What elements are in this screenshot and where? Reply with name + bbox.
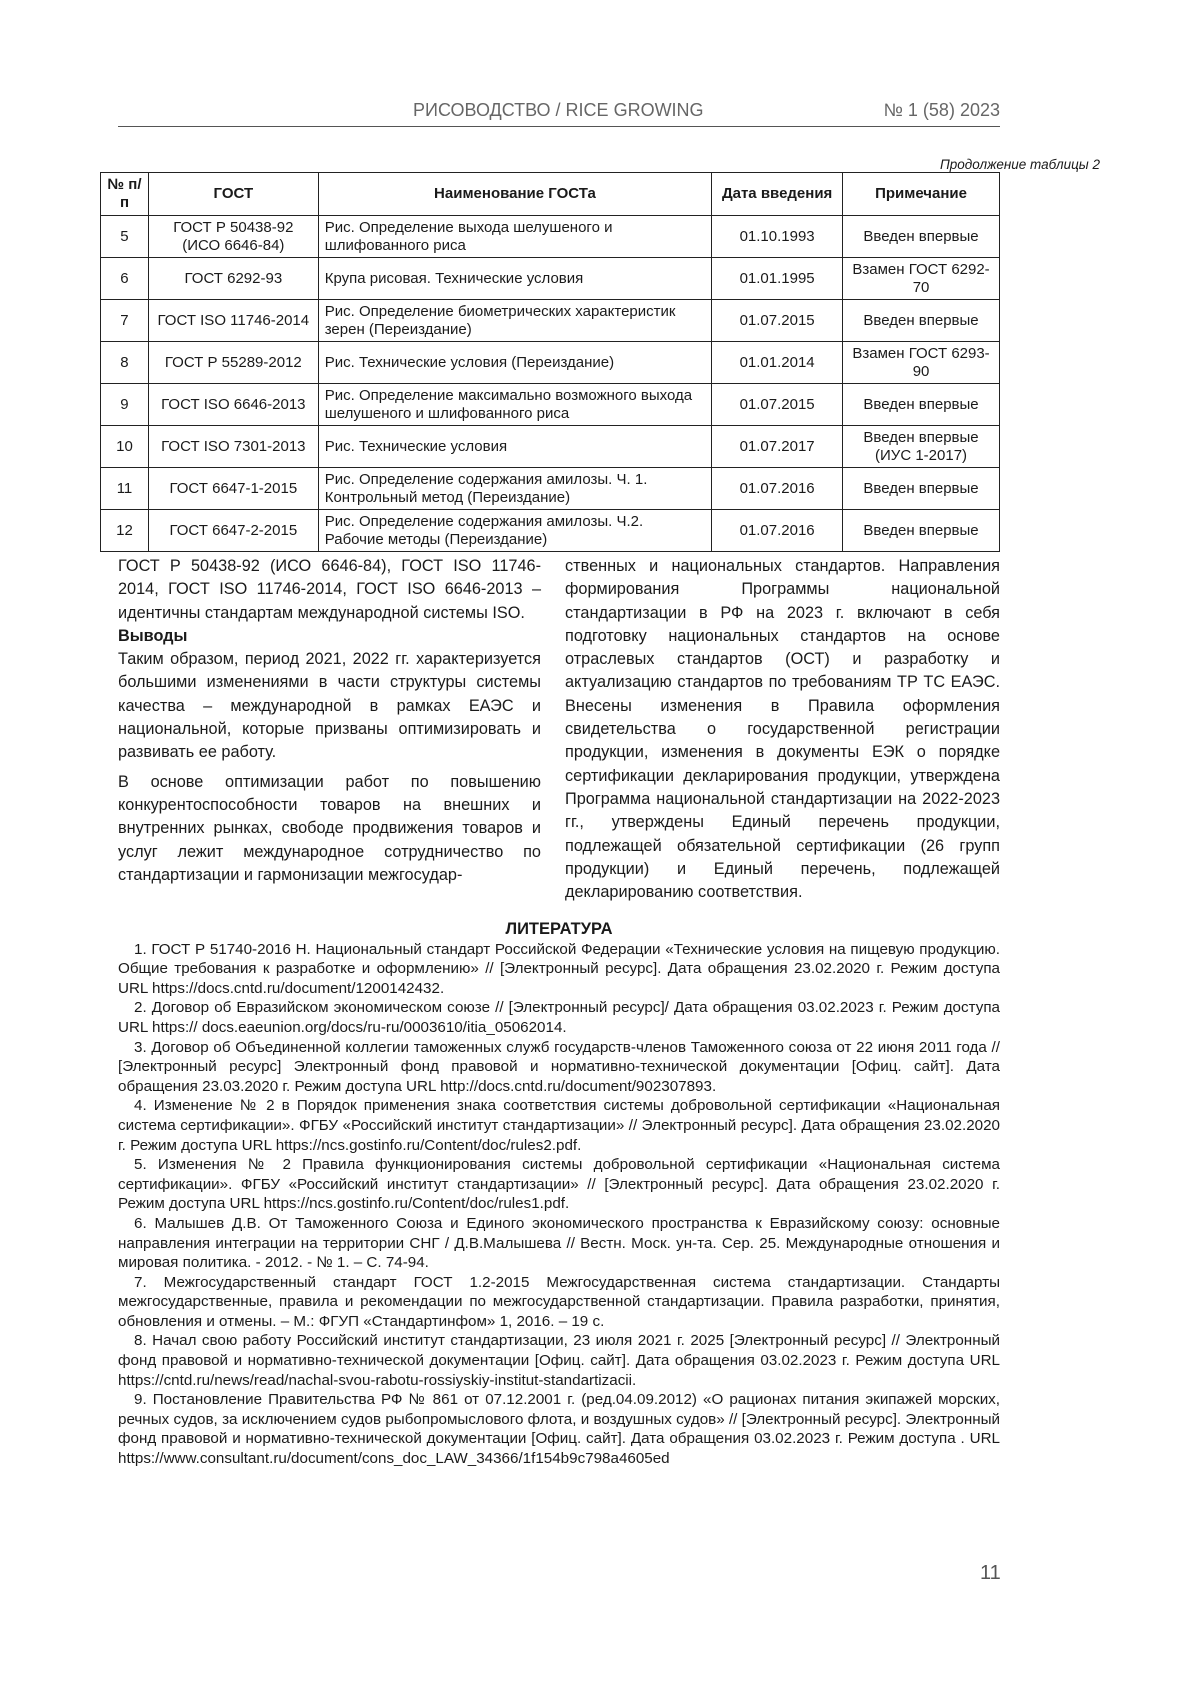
table-cell: 11 bbox=[101, 468, 149, 510]
reference-item: 5. Изменения № 2 Правила функционирования системы добровольной сертификации «Национальная система сертификации». ФГБУ «Российский институт стандартизации» // [Электронный ресурс]. Дата обращения 23.02.2020 г. Режим доступа URL https://ncs.gostinfo.ru/Content/doc/rules1.pdf. bbox=[118, 1155, 1000, 1214]
table-cell: Введен впервые bbox=[843, 468, 1000, 510]
table-cell: Введен впервые (ИУС 1-2017) bbox=[843, 426, 1000, 468]
reference-item: 2. Договор об Евразийском экономическом союзе // [Электронный ресурс]/ Дата обращения 03.02.2023 г. Режим доступа URL https:// docs.eaeunion.org/docs/ru-ru/0003610/itia_05062014. bbox=[118, 998, 1000, 1037]
table-cell: 01.07.2016 bbox=[712, 510, 843, 552]
left-column bbox=[118, 555, 541, 887]
journal-title: РИСОВОДСТВО / RICE GROWING bbox=[413, 100, 704, 121]
table-cell: 01.10.1993 bbox=[712, 216, 843, 258]
reference-item: 1. ГОСТ Р 51740-2016 Н. Национальный стандарт Российской Федерации «Технические условия на пищевую продукцию. Общие требования к разработке и оформлению» // [Электронный ресурс]. Дата обращения 23.02.2020 г. Режим доступа URL https://docs.cntd.ru/document/1200142432. bbox=[118, 940, 1000, 999]
column-header: Примечание bbox=[843, 173, 1000, 216]
gost-table bbox=[100, 172, 1000, 552]
table-cell: ГОСТ ISO 6646-2013 bbox=[148, 384, 318, 426]
references-section bbox=[118, 920, 1000, 1469]
table-cell: Введен впервые bbox=[843, 384, 1000, 426]
table-cell: Введен впервые bbox=[843, 300, 1000, 342]
table-cell: ГОСТ Р 55289-2012 bbox=[148, 342, 318, 384]
table-caption: Продолжение таблицы 2 bbox=[940, 157, 1100, 172]
table-cell: ГОСТ Р 50438-92 (ИСО 6646-84) bbox=[148, 216, 318, 258]
table-cell: 01.01.2014 bbox=[712, 342, 843, 384]
table-cell: Введен впервые bbox=[843, 510, 1000, 552]
table-row bbox=[101, 216, 1000, 258]
issue-number: № 1 (58) 2023 bbox=[884, 100, 1000, 121]
table-cell: Рис. Определение выхода шелушеного и шлифованного риса bbox=[318, 216, 711, 258]
table-row bbox=[101, 384, 1000, 426]
paragraph: Таким образом, период 2021, 2022 гг. характеризуется большими изменениями в части структуры системы качества – международной в рамках ЕАЭС и национальной, которые призваны оптимизировать и развивать ее работу. bbox=[118, 648, 541, 764]
table-cell: 10 bbox=[101, 426, 149, 468]
table-row bbox=[101, 468, 1000, 510]
right-column bbox=[565, 555, 1000, 904]
reference-item: 9. Постановление Правительства РФ № 861 от 07.12.2001 г. (ред.04.09.2012) «О рационах питания экипажей морских, речных судов, за исключением судов рыбопромыслового флота, и воздушных судов» // [Электронный ресурс]. Электронный фонд правовой и нормативно-технической документации [Офиц. сайт]. Дата обращения 03.02.2023 г. Режим доступа . URL https://www.consultant.ru/document/cons_doc_LAW_34366/1f154b9c798a4605ed bbox=[118, 1390, 1000, 1468]
table-cell: 01.07.2015 bbox=[712, 384, 843, 426]
table-cell: ГОСТ ISO 11746-2014 bbox=[148, 300, 318, 342]
table-cell: Введен впервые bbox=[843, 216, 1000, 258]
table-cell: Взамен ГОСТ 6292-70 bbox=[843, 258, 1000, 300]
table-header-row bbox=[101, 173, 1000, 216]
table-cell: Рис. Технические условия (Переиздание) bbox=[318, 342, 711, 384]
table-cell: 7 bbox=[101, 300, 149, 342]
column-header: Наименование ГОСТа bbox=[318, 173, 711, 216]
table-cell: ГОСТ 6647-2-2015 bbox=[148, 510, 318, 552]
column-header: Дата введения bbox=[712, 173, 843, 216]
table-cell: ГОСТ ISO 7301-2013 bbox=[148, 426, 318, 468]
table-cell: Рис. Определение содержания амилозы. Ч. 1. Контрольный метод (Переиздание) bbox=[318, 468, 711, 510]
table-cell: 01.07.2017 bbox=[712, 426, 843, 468]
table-cell: 01.07.2015 bbox=[712, 300, 843, 342]
table-cell: Рис. Определение биометрических характеристик зерен (Переиздание) bbox=[318, 300, 711, 342]
reference-item: 4. Изменение № 2 в Порядок применения знака соответствия системы добровольной сертификации «Национальная система сертификации». ФГБУ «Российский институт стандартизации» // Электронный ресурс]. Дата обращения 23.02.2020 г. Режим доступа URL https://ncs.gostinfo.ru/Content/doc/rules2.pdf. bbox=[118, 1096, 1000, 1155]
column-header: ГОСТ bbox=[148, 173, 318, 216]
table-cell: ГОСТ 6647-1-2015 bbox=[148, 468, 318, 510]
table-row bbox=[101, 426, 1000, 468]
paragraph: ГОСТ Р 50438-92 (ИСО 6646-84), ГОСТ ISO 11746-2014, ГОСТ ISO 11746-2014, ГОСТ ISO 6646-2013 – идентичны стандартам международной системы ISO. bbox=[118, 555, 541, 625]
paragraph: ственных и национальных стандартов. Направления формирования Программы национальной стандартизации в РФ на 2023 г. включают в себя подготовку национальных стандартов на основе отраслевых стандартов (ОСТ) и разработку и актуализацию стандартов по требованиям ТР ТС ЕАЭС. Внесены изменения в Правила оформления свидетельства о государственной регистрации продукции, изменения в документы ЕЭК о порядке сертификации декларирования продукции, утверждена Программа национальной стандартизации на 2022-2023 гг., утверждены Единый перечень продукции, подлежащей обязательной сертификации (26 групп продукции) и Единый перечень, подлежащей декларированию соответствия. bbox=[565, 555, 1000, 904]
table-cell: Рис. Определение содержания амилозы. Ч.2. Рабочие методы (Переиздание) bbox=[318, 510, 711, 552]
table-row bbox=[101, 510, 1000, 552]
table-cell: Рис. Определение максимально возможного выхода шелушеного и шлифованного риса bbox=[318, 384, 711, 426]
page-number: 11 bbox=[980, 1562, 1001, 1585]
paragraph: В основе оптимизации работ по повышению конкурентоспособности товаров на внешних и внутренних рынках, свободе продвижения товаров и услуг лежит международное сотрудничество по стандартизации и гармонизации межгосудар- bbox=[118, 771, 541, 887]
table-cell: Рис. Технические условия bbox=[318, 426, 711, 468]
section-heading-conclusions: Выводы bbox=[118, 625, 541, 648]
reference-item: 6. Малышев Д.В. От Таможенного Союза и Единого экономического пространства к Евразийскому союзу: основные направления интеграции на территории СНГ / Д.В.Малышева // Вестн. Моск. ун-та. Сер. 25. Международные отношения и мировая политика. - 2012. - № 1. – С. 74-94. bbox=[118, 1214, 1000, 1273]
table-cell: ГОСТ 6292-93 bbox=[148, 258, 318, 300]
table-cell: Крупа рисовая. Технические условия bbox=[318, 258, 711, 300]
references-title: ЛИТЕРАТУРА bbox=[118, 920, 1000, 940]
table-cell: 8 bbox=[101, 342, 149, 384]
table-row bbox=[101, 258, 1000, 300]
reference-item: 8. Начал свою работу Российский институт стандартизации, 23 июля 2021 г. 2025 [Электронный ресурс] // Электронный фонд правовой и нормативно-технической документации [Офиц. сайт]. Дата обращения 03.02.2023 г. Режим доступа URL https://cntd.ru/news/read/nachal-svou-rabotu-rossiyskiy-institut-standartizacii. bbox=[118, 1331, 1000, 1390]
running-header bbox=[118, 100, 1000, 127]
table-cell: 9 bbox=[101, 384, 149, 426]
table-row bbox=[101, 300, 1000, 342]
table-cell: Взамен ГОСТ 6293-90 bbox=[843, 342, 1000, 384]
table-cell: 01.01.1995 bbox=[712, 258, 843, 300]
table-cell: 6 bbox=[101, 258, 149, 300]
column-header: № п/п bbox=[101, 173, 149, 216]
reference-item: 7. Межгосударственный стандарт ГОСТ 1.2-2015 Межгосударственная система стандартизации. Стандарты межгосударственные, правила и рекомендации по межгосударственной стандартизации. Правила разработки, принятия, обновления и отмены. – М.: ФГУП «Стандартинфом» 1, 2016. – 19 с. bbox=[118, 1273, 1000, 1332]
table-cell: 01.07.2016 bbox=[712, 468, 843, 510]
table-row bbox=[101, 342, 1000, 384]
table-cell: 5 bbox=[101, 216, 149, 258]
reference-item: 3. Договор об Объединенной коллегии таможенных служб государств-членов Таможенного союза от 22 июня 2011 года // [Электронный ресурс] Электронный фонд правовой и нормативно-технической документации [Офиц. сайт]. Дата обращения 23.03.2020 г. Режим доступа URL http://docs.cntd.ru/document/902307893. bbox=[118, 1038, 1000, 1097]
table-cell: 12 bbox=[101, 510, 149, 552]
